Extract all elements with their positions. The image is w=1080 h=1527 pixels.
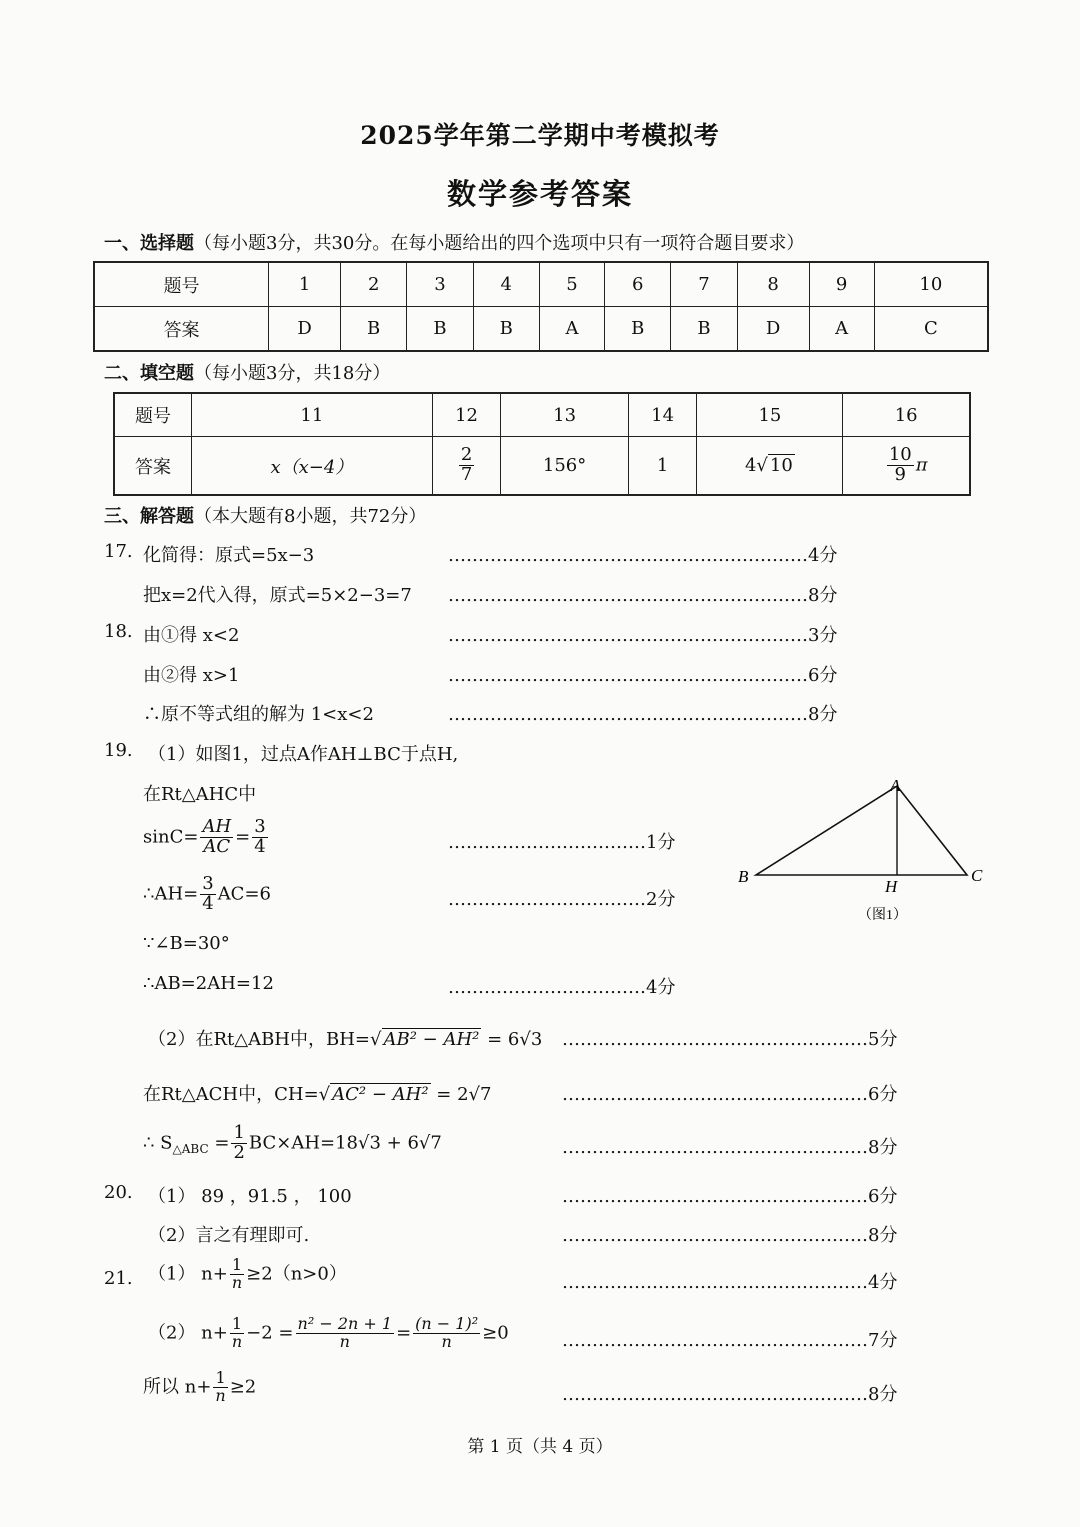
- section2-title: 二、填空题: [104, 363, 194, 384]
- choice-answer: C: [874, 307, 988, 352]
- q18-score3: ……………………………………………………8分: [448, 704, 838, 725]
- fraction: [230, 1257, 244, 1292]
- equals: =: [235, 826, 251, 848]
- section3-heading: [104, 502, 426, 528]
- q19-step4: [143, 875, 271, 914]
- q18-number: 18.: [104, 621, 133, 642]
- triangle-figure: [730, 770, 1000, 930]
- ch-prefix: 在Rt△ACH中，CH=: [143, 1084, 319, 1105]
- fraction: [252, 818, 267, 857]
- choice-answer: B: [671, 307, 737, 352]
- q19-part1-intro: （1）如图1，过点A作AH⊥BC于点H,: [148, 744, 459, 765]
- q21-conclusion: [143, 1370, 256, 1405]
- q17-number: 17.: [104, 541, 133, 562]
- equals: =: [396, 1322, 412, 1344]
- section2-heading: [104, 359, 390, 385]
- question-number: 1: [269, 262, 341, 307]
- q18-step1: 由①得 x<2: [143, 625, 240, 646]
- numerator: 10: [888, 444, 912, 466]
- denominator: 4: [254, 835, 266, 857]
- section3-title: 三、解答题: [104, 506, 194, 527]
- sqrt-sign: √: [756, 455, 768, 476]
- exam-title: 2025学年第二学期中考模拟考: [360, 121, 720, 150]
- bh-result: = 6√3: [481, 1029, 543, 1050]
- q20-part2: （2）言之有理即可.: [148, 1225, 310, 1246]
- numerator: (n − 1)²: [415, 1314, 479, 1333]
- q19-score4: ……………………………………………5分: [562, 1029, 898, 1050]
- denominator: 2: [233, 1141, 245, 1163]
- question-number: 4: [473, 262, 539, 307]
- numerator: 3: [254, 816, 266, 837]
- choice-answer: A: [809, 307, 874, 352]
- coefficient: 4: [744, 455, 757, 476]
- vertex-b-label: B: [738, 867, 749, 886]
- q21-part2: [148, 1316, 509, 1351]
- q19-step3: [143, 818, 270, 857]
- q21-part1: [148, 1257, 347, 1292]
- ah-result: AC=6: [217, 883, 271, 905]
- choice-answer-table: [93, 261, 989, 352]
- question-number: 7: [671, 262, 737, 307]
- q18-score1: ……………………………………………………3分: [448, 625, 838, 646]
- table-row-label: 答案: [114, 437, 192, 496]
- q19-part2-step1: [148, 1025, 542, 1051]
- question-number: 6: [605, 262, 671, 307]
- section2-note: （每小题3分，共18分）: [194, 363, 391, 384]
- vertex-a-label: A: [890, 776, 901, 795]
- question-number: 2: [341, 262, 407, 307]
- choice-answer: D: [737, 307, 809, 352]
- fill-answer-table: [113, 392, 971, 496]
- q17-step2: 把x=2代入得，原式=5×2−3=7: [143, 585, 412, 606]
- answer-14: 1: [628, 437, 697, 496]
- section1-title: 一、选择题: [104, 233, 194, 254]
- fraction: [200, 875, 215, 914]
- denominator: n: [441, 1331, 452, 1351]
- fraction: [231, 1124, 246, 1163]
- vertex-c-label: C: [971, 866, 983, 885]
- fraction: [200, 818, 233, 857]
- question-number: 5: [539, 262, 604, 307]
- expr-prefix: （2） n+: [148, 1322, 228, 1344]
- numerator: 1: [231, 1314, 243, 1333]
- bh-prefix: （2）在Rt△ABH中，BH=: [148, 1029, 371, 1050]
- denominator: 4: [202, 892, 214, 914]
- fraction: [887, 446, 914, 485]
- denominator: n: [231, 1272, 243, 1292]
- expr-mid: −2 =: [246, 1322, 294, 1344]
- pi-symbol: π: [915, 454, 928, 476]
- section3-note: （本大题有8小题，共72分）: [194, 506, 427, 527]
- numerator: AH: [202, 816, 232, 837]
- answer-12: [432, 437, 501, 496]
- q21-score3: ……………………………………………8分: [562, 1384, 898, 1405]
- numerator: 1: [215, 1368, 226, 1387]
- numerator: 2: [460, 444, 473, 466]
- q19-part2-step3: [143, 1124, 442, 1163]
- q19-score6: ……………………………………………8分: [562, 1137, 898, 1158]
- radicand: AC² − AH²: [332, 1084, 429, 1105]
- q17-score1: ……………………………………………………4分: [448, 545, 838, 566]
- table-row-label: 题号: [114, 393, 192, 437]
- answer-15: [697, 437, 843, 496]
- radicand: AB² − AH²: [383, 1029, 480, 1050]
- expr-result: ≥2: [229, 1376, 257, 1398]
- q19-score5: ……………………………………………6分: [562, 1084, 898, 1105]
- expr-result: ≥2（n>0）: [246, 1263, 347, 1285]
- denominator: n: [339, 1331, 350, 1351]
- sin-prefix: sinC=: [143, 826, 199, 848]
- q19-step5: ∵∠B=30°: [143, 933, 230, 954]
- q21-score1: ……………………………………………4分: [562, 1272, 898, 1293]
- answer-key-title: 数学参考答案: [446, 177, 633, 211]
- q17-step1: 化简得：原式=5x−3: [143, 545, 315, 566]
- q19-score2: ……………………………2分: [448, 889, 676, 910]
- equals: =: [208, 1132, 230, 1154]
- q19-number: 19.: [104, 740, 133, 761]
- sqrt-sign: √: [370, 1029, 382, 1050]
- question-number: 12: [432, 393, 501, 437]
- fraction: [296, 1316, 395, 1351]
- numerator: 1: [231, 1255, 243, 1274]
- question-number: 14: [628, 393, 697, 437]
- foot-h-label: H: [885, 877, 898, 896]
- q19-score1: ……………………………1分: [448, 832, 676, 853]
- choice-answer: B: [341, 307, 407, 352]
- question-number: 8: [737, 262, 809, 307]
- radicand: 10: [769, 455, 793, 476]
- q20-number: 20.: [104, 1182, 133, 1203]
- q19-step2: 在Rt△AHC中: [143, 784, 257, 805]
- question-number: 13: [501, 393, 628, 437]
- choice-answer: B: [473, 307, 539, 352]
- q19-score3: ……………………………4分: [448, 977, 676, 998]
- section1-heading: [104, 229, 804, 255]
- question-number: 15: [697, 393, 843, 437]
- denominator: AC: [203, 835, 231, 857]
- table-row-label: 答案: [94, 307, 269, 352]
- numerator: n² − 2n + 1: [297, 1314, 393, 1333]
- triangle-abc: [756, 786, 967, 875]
- question-number: 11: [192, 393, 433, 437]
- ch-result: = 2√7: [430, 1084, 492, 1105]
- question-number: 10: [874, 262, 988, 307]
- answer-13: 156°: [501, 437, 628, 496]
- denominator: 7: [460, 464, 473, 485]
- expr-prefix: （1） n+: [148, 1263, 228, 1285]
- denominator: n: [215, 1385, 226, 1405]
- q20-part1: （1） 89 ，91.5 ， 100: [148, 1186, 352, 1207]
- q17-score2: ……………………………………………………8分: [448, 585, 838, 606]
- table-row-label: 题号: [94, 262, 269, 307]
- fraction: [213, 1370, 227, 1405]
- fraction: [230, 1316, 244, 1351]
- numerator: 3: [202, 873, 214, 894]
- figure-caption: （图1）: [858, 908, 907, 923]
- question-number: 9: [809, 262, 874, 307]
- fraction: [459, 446, 474, 485]
- q18-score2: ……………………………………………………6分: [448, 665, 838, 686]
- q20-score2: ……………………………………………8分: [562, 1225, 898, 1246]
- answer-11-text: x（x−4）: [270, 456, 354, 478]
- denominator: 9: [894, 464, 906, 485]
- q20-score1: ……………………………………………6分: [562, 1186, 898, 1207]
- ah-prefix: ∴AH=: [143, 883, 199, 905]
- choice-answer: D: [269, 307, 341, 352]
- denominator: n: [231, 1331, 243, 1351]
- area-prefix: ∴ S: [143, 1132, 173, 1154]
- choice-answer: B: [605, 307, 671, 352]
- expr-result: ≥0: [482, 1322, 509, 1344]
- choice-answer: B: [407, 307, 473, 352]
- numerator: 1: [233, 1122, 245, 1143]
- area-subscript: △ABC: [172, 1141, 209, 1156]
- q19-part2-step2: [143, 1080, 491, 1106]
- fraction: [413, 1316, 480, 1351]
- answer-11: [192, 437, 433, 496]
- section1-note: （每小题3分，共30分。在每小题给出的四个选项中只有一项符合题目要求）: [194, 233, 805, 254]
- question-number: 16: [843, 393, 970, 437]
- question-number: 3: [407, 262, 473, 307]
- page-number: 第 1 页（共 4 页）: [467, 1437, 613, 1457]
- area-result: BC×AH=18√3 + 6√7: [248, 1132, 442, 1154]
- q19-step6: ∴AB=2AH=12: [143, 973, 274, 994]
- q18-step2: 由②得 x>1: [143, 665, 240, 686]
- sqrt-sign: √: [318, 1084, 331, 1105]
- expr-prefix: 所以 n+: [143, 1376, 212, 1398]
- q21-number: 21.: [104, 1268, 133, 1289]
- q18-step3: ∴原不等式组的解为 1<x<2: [143, 704, 374, 725]
- q21-score2: ……………………………………………7分: [562, 1330, 898, 1351]
- choice-answer: A: [539, 307, 604, 352]
- answer-16: [843, 437, 970, 496]
